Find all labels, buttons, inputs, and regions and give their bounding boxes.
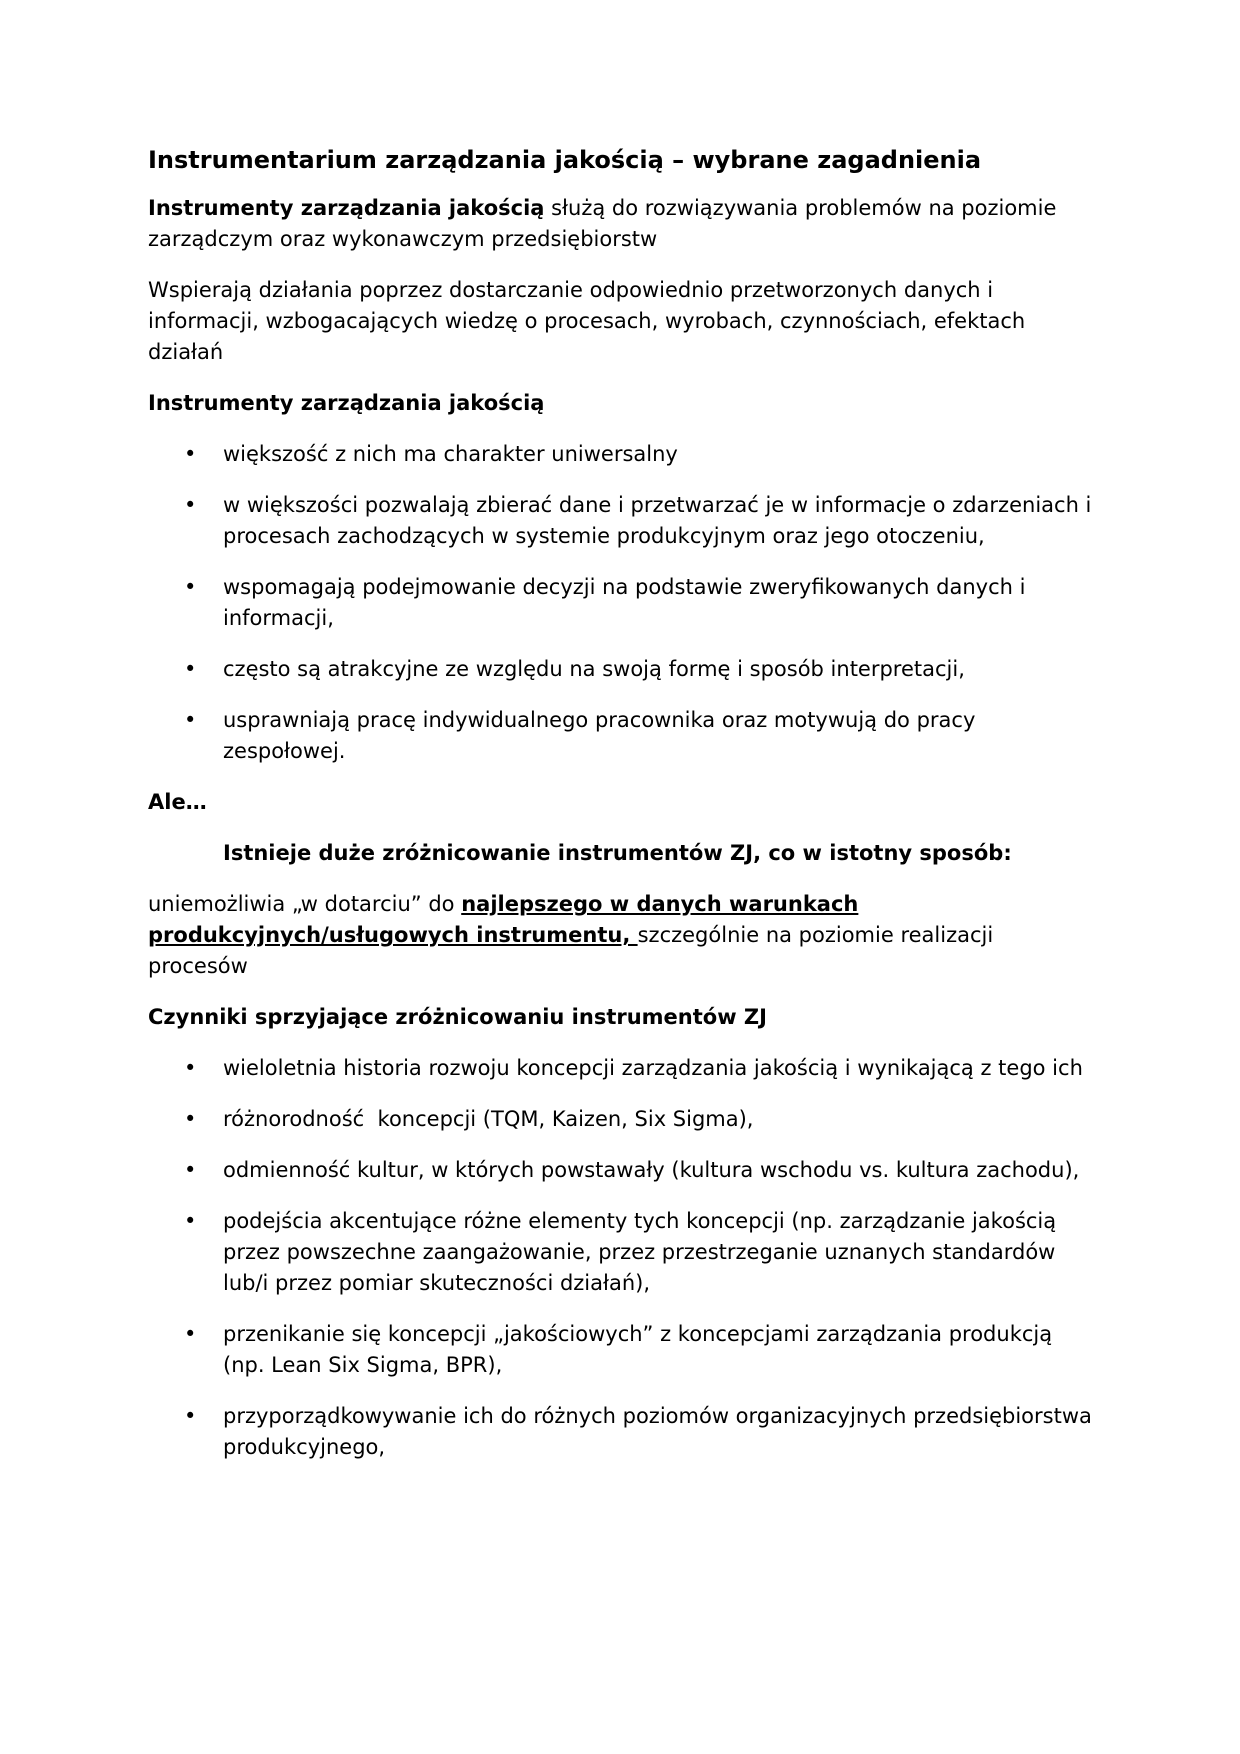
diversity-after: szczególnie na poziomie realizacji procesów: [148, 923, 994, 978]
list-item-text: wieloletnia historia rozwoju koncepcji zarządzania jakością i wynikającą z tego ich: [223, 1056, 1083, 1080]
intro-rest: służą do rozwiązywania problemów na poziomie zarządczym oraz wykonawczym przedsiębiorstw: [148, 196, 1057, 251]
list-item: [148, 1053, 1098, 1084]
list-item: [148, 1104, 1098, 1135]
intro-paragraph: [148, 193, 1098, 255]
list-item-text: większość z nich ma charakter uniwersalny: [223, 442, 678, 466]
diversity-paragraph: [148, 889, 1098, 982]
bullet-icon: •: [184, 657, 197, 681]
bullet-icon: •: [184, 442, 197, 466]
list-item: [148, 654, 1098, 685]
list-item: [148, 1319, 1098, 1381]
support-paragraph: Wspierają działania poprzez dostarczanie odpowiednio przetworzonych danych i informacji, wzbogacających wiedzę o procesach, wyrobach, czynnościach, efektach działań: [148, 278, 1026, 364]
list-item-text: w większości pozwalają zbierać dane i przetwarzać je w informacje o zdarzeniach i procesach zachodzących w systemie produkcyjnym oraz jego otoczeniu,: [223, 493, 1092, 548]
section2-list: [148, 1053, 1098, 1463]
list-item-text: przyporządkowywanie ich do różnych poziomów organizacyjnych przedsiębiorstwa produkcyjnego,: [223, 1404, 1092, 1459]
list-item-text: często są atrakcyjne ze względu na swoją formę i sposób interpretacji,: [223, 657, 965, 681]
diversity-heading: Istnieje duże zróżnicowanie instrumentów ZJ, co w istotny sposób:: [223, 841, 1012, 865]
document-title: Instrumentarium zarządzania jakością – wybrane zagadnienia: [148, 146, 982, 174]
list-item: [148, 572, 1098, 634]
list-item: [148, 1401, 1098, 1463]
list-item-text: różnorodność koncepcji (TQM, Kaizen, Six Sigma),: [223, 1107, 754, 1131]
section1-heading: Instrumenty zarządzania jakością: [148, 391, 545, 415]
list-item: [148, 1155, 1098, 1186]
bullet-icon: •: [184, 1322, 197, 1346]
diversity-before: uniemożliwia „w dotarciu” do: [148, 892, 462, 916]
ale-heading: Ale…: [148, 790, 207, 814]
list-item-text: wspomagają podejmowanie decyzji na podstawie zweryfikowanych danych i informacji,: [223, 575, 1026, 630]
list-item-text: przenikanie się koncepcji „jakościowych” z koncepcjami zarządzania produkcją (np. Lean Six Sigma, BPR),: [223, 1322, 1053, 1377]
list-item-text: odmienność kultur, w których powstawały (kultura wschodu vs. kultura zachodu),: [223, 1158, 1080, 1182]
document-page: [148, 143, 1098, 1483]
list-item-text: usprawniają pracę indywidualnego pracownika oraz motywują do pracy zespołowej.: [223, 708, 976, 763]
list-item-text: podejścia akcentujące różne elementy tych koncepcji (np. zarządzanie jakością przez powszechne zaangażowanie, przez przestrzeganie uznanych standardów lub/i przez pomiar skuteczności działań),: [223, 1209, 1057, 1295]
bullet-icon: •: [184, 575, 197, 599]
section1-list: [148, 439, 1098, 767]
bullet-icon: •: [184, 1404, 197, 1428]
bullet-icon: •: [184, 1107, 197, 1131]
intro-bold-term: Instrumenty zarządzania jakością: [148, 196, 545, 220]
list-item: [148, 705, 1098, 767]
list-item: [148, 1206, 1098, 1299]
bullet-icon: •: [184, 1056, 197, 1080]
bullet-icon: •: [184, 1209, 197, 1233]
bullet-icon: •: [184, 708, 197, 732]
list-item: [148, 439, 1098, 470]
diversity-underlined: najlepszego w danych warunkach produkcyjnych/usługowych instrumentu,: [148, 892, 859, 947]
list-item: [148, 490, 1098, 552]
bullet-icon: •: [184, 1158, 197, 1182]
section2-heading: Czynniki sprzyjające zróżnicowaniu instrumentów ZJ: [148, 1005, 767, 1029]
bullet-icon: •: [184, 493, 197, 517]
